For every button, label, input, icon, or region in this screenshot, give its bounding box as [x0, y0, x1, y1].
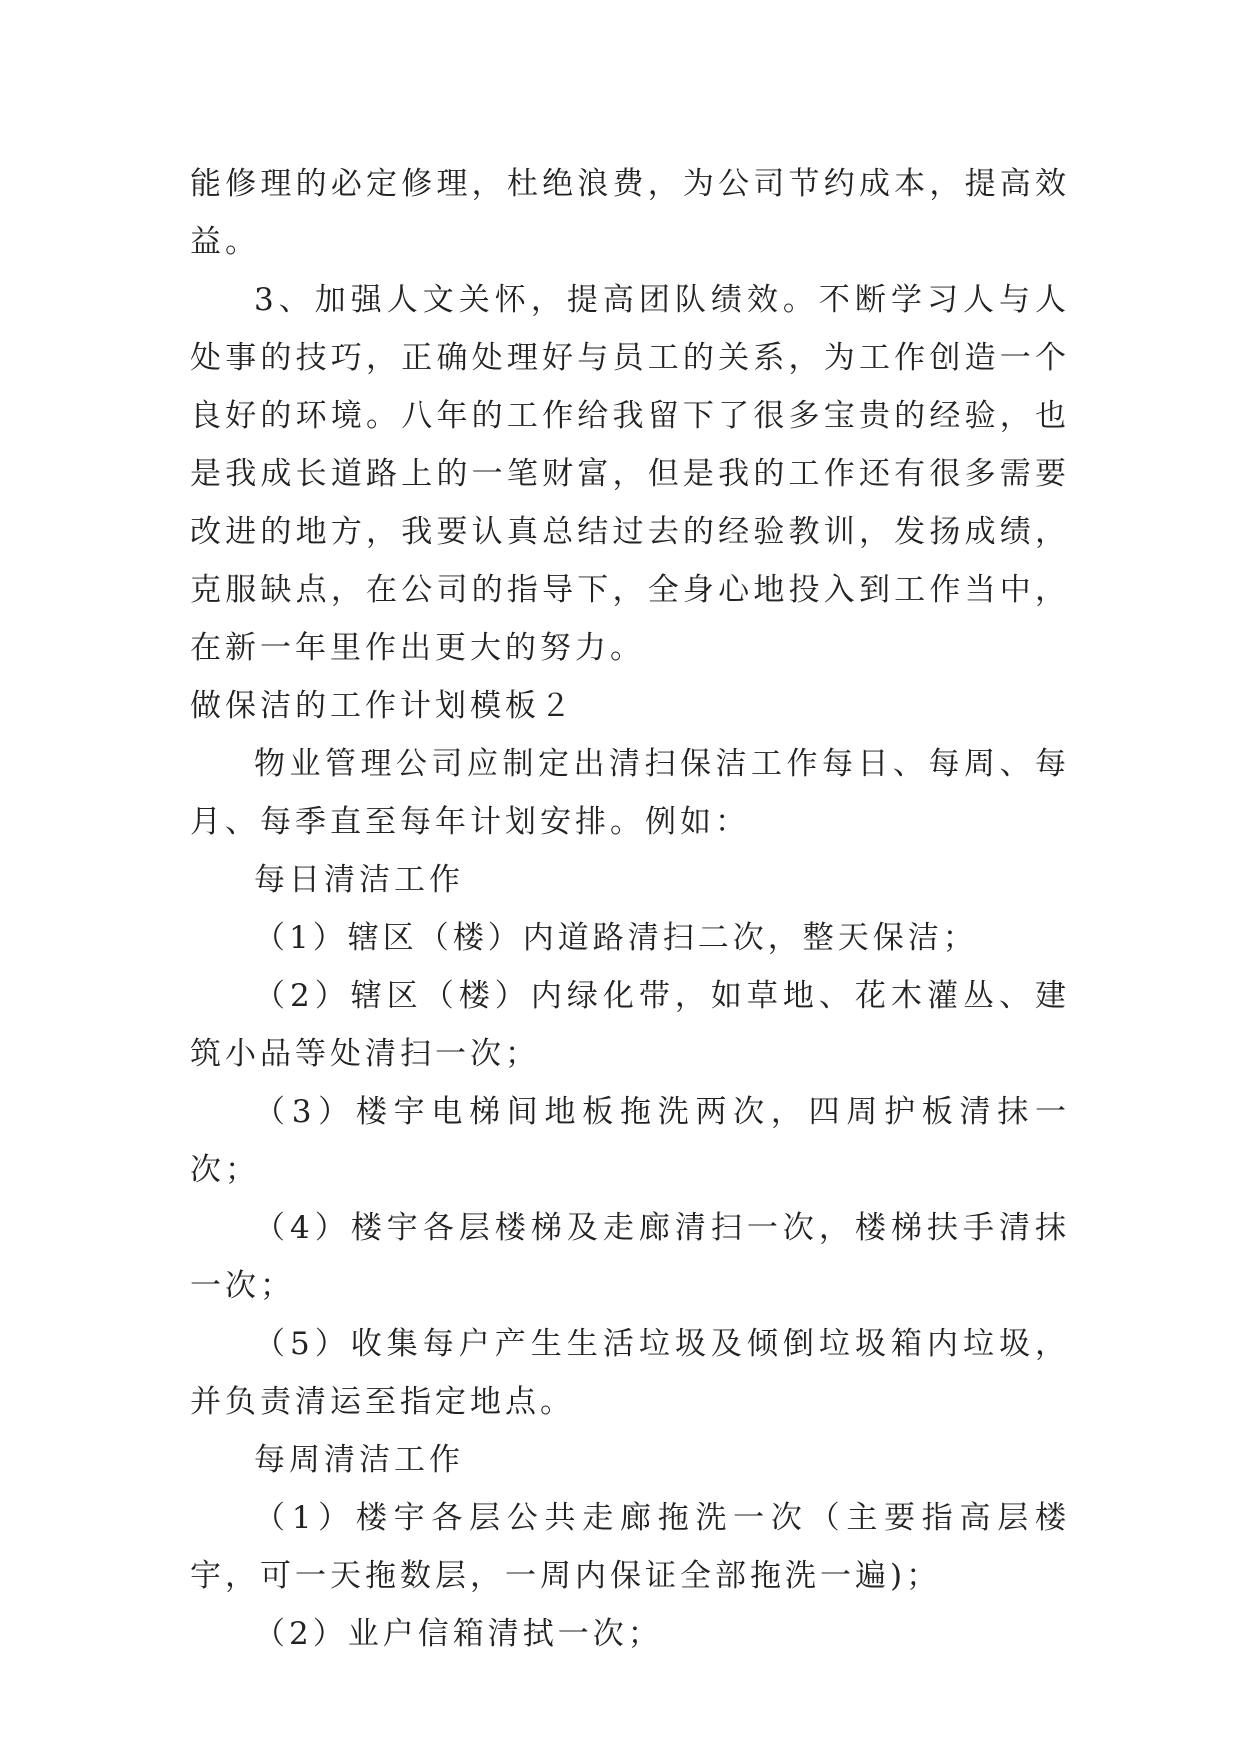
list-item: （1）辖区（楼）内道路清扫二次，整天保洁； — [254, 920, 978, 956]
subheading-daily: 每日清洁工作 — [254, 862, 464, 898]
section-heading: 做保洁的工作计划模板２ — [190, 688, 575, 724]
list-item: （3）楼宇电梯间地板拖洗两次，四周护板清抹一次； — [190, 1094, 1070, 1188]
paragraph: 3、加强人文关怀，提高团队绩效。不断学习人与人处事的技巧，正确处理好与员工的关系，为工作创造一个良好的环境。八年的工作给我留下了很多宝贵的经验，也是我成长道路上的一笔财富，但是我的工作还有很多需要改进的地方，我要认真总结过去的经验教训，发扬成绩，克服缺点，在公司的指导下，全身心地投入到工作当中，在新一年里作出更大的努力。 — [190, 282, 1070, 666]
subheading-weekly: 每周清洁工作 — [254, 1442, 464, 1478]
list-item: （1）楼宇各层公共走廊拖洗一次（主要指高层楼宇，可一天拖数层，一周内保证全部拖洗一遍)； — [190, 1500, 1070, 1594]
list-item: （4）楼宇各层楼梯及走廊清扫一次，楼梯扶手清抹一次； — [190, 1210, 1070, 1304]
list-item: （5）收集每户产生生活垃圾及倾倒垃圾箱内垃圾，并负责清运至指定地点。 — [190, 1326, 1070, 1420]
list-item: （2）业户信箱清拭一次； — [254, 1616, 663, 1652]
list-item: （2）辖区（楼）内绿化带，如草地、花木灌丛、建筑小品等处清扫一次； — [190, 978, 1070, 1072]
paragraph: 物业管理公司应制定出清扫保洁工作每日、每周、每月、每季直至每年计划安排。例如： — [190, 746, 1070, 840]
paragraph: 能修理的必定修理，杜绝浪费，为公司节约成本，提高效益。 — [190, 166, 1070, 260]
document-body — [190, 155, 1070, 1663]
